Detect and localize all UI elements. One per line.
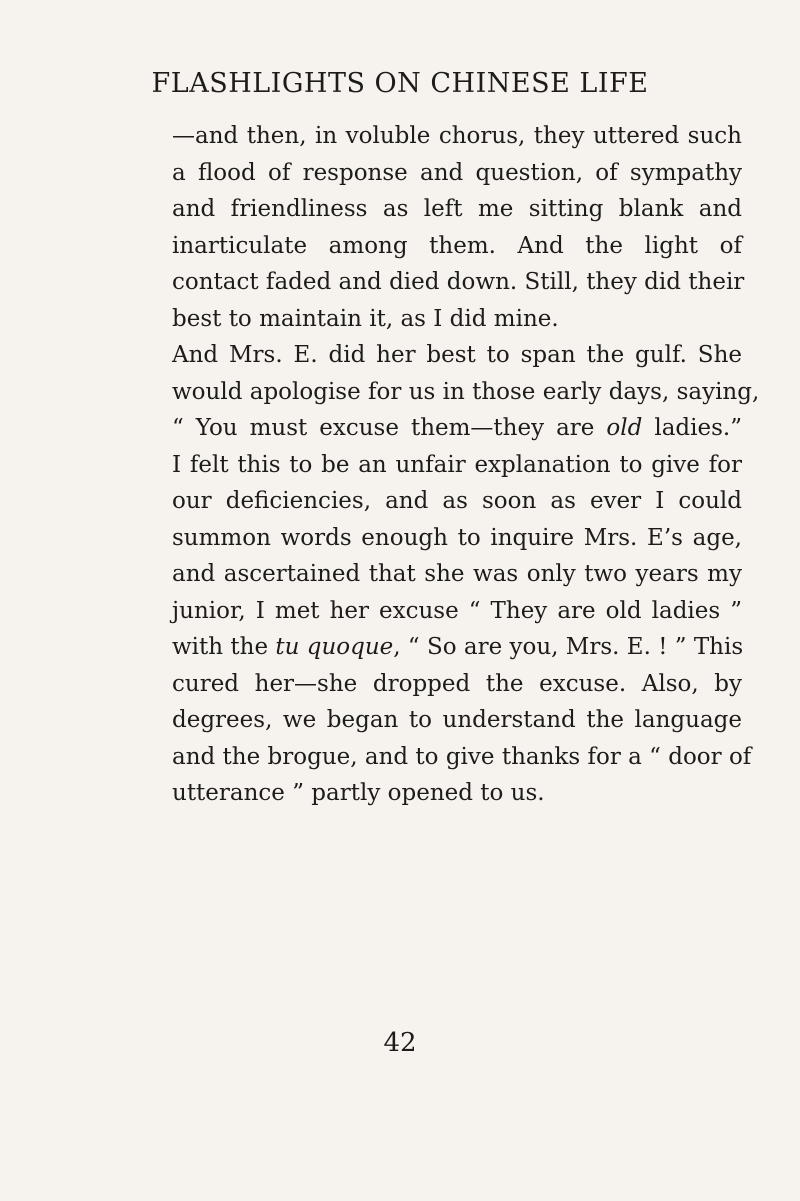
- text-line: junior, I met her excuse “ They are old ladies ”: [172, 597, 742, 624]
- italic-phrase: tu quoque: [275, 634, 394, 660]
- running-head: FLASHLIGHTS ON CHINESE LIFE: [151, 68, 649, 99]
- body-text: [172, 118, 760, 812]
- text-line: a flood of response and question, of sympathy: [172, 159, 742, 186]
- text-line: with the tu quoque, “ So are you, Mrs. E. ! ” This: [172, 634, 744, 660]
- page-number: 42: [383, 1028, 417, 1058]
- text-line: our deficiencies, and as soon as ever I could: [172, 488, 742, 514]
- text-line: summon words enough to inquire Mrs. E’s age,: [172, 524, 742, 551]
- text-line: degrees, we began to understand the language: [172, 707, 742, 733]
- text-line: And Mrs. E. did her best to span the gulf. She: [172, 342, 742, 368]
- text-line: inarticulate among them. And the light of: [172, 232, 742, 259]
- italic-word: old: [606, 415, 643, 441]
- text-line: —and then, in voluble chorus, they uttered such: [172, 123, 742, 149]
- text-line: I felt this to be an unfair explanation to give for: [172, 451, 742, 478]
- text-line: best to maintain it, as I did mine.: [172, 305, 559, 332]
- text-line: would apologise for us in those early days, saying,: [172, 378, 760, 405]
- text-line: utterance ” partly opened to us.: [172, 780, 545, 806]
- text-line: “ You must excuse them—they are old ladies.”: [172, 415, 742, 441]
- text-line: and friendliness as left me sitting blank and: [172, 196, 742, 222]
- text-line: cured her—she dropped the excuse. Also, by: [172, 670, 742, 697]
- text-line: and ascertained that she was only two years my: [172, 561, 742, 587]
- text-line: and the brogue, and to give thanks for a “ door of: [172, 743, 752, 770]
- text-line: contact faded and died down. Still, they did their: [172, 269, 745, 295]
